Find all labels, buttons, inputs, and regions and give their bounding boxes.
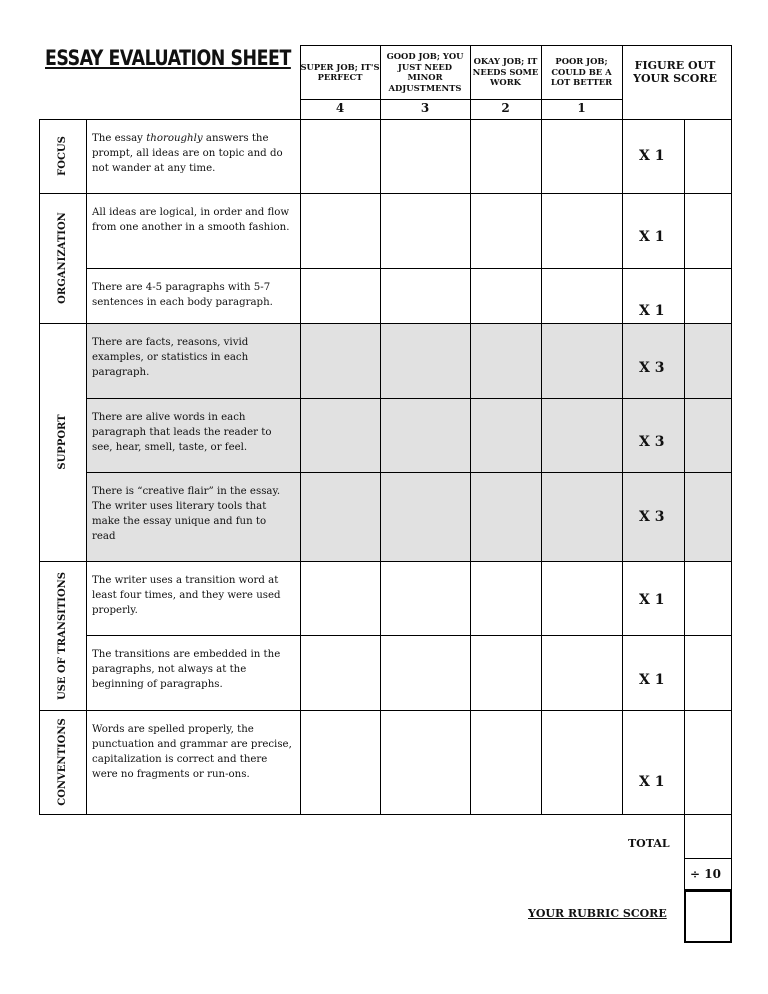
rubric-score-box[interactable] [684, 890, 732, 943]
grid-line [380, 45, 381, 815]
criterion-text: Words are spelled properly, the punctuation and grammar are precise, capitalization is correct and there were no fragments or run-ons. [92, 724, 292, 780]
multiplier: X 3 [639, 434, 665, 450]
criterion-text: There are alive words in each paragraph that leads the reader to see, hear, smell, taste, or feel. [92, 412, 272, 453]
rubric-score-label: YOUR RUBRIC SCORE [528, 907, 667, 920]
grid-line [86, 398, 732, 399]
grid-line [541, 45, 542, 815]
score-cell[interactable] [685, 120, 730, 192]
grid-line [86, 119, 87, 815]
grid-line [731, 45, 732, 815]
score-cell[interactable] [685, 711, 730, 813]
total-box[interactable] [684, 814, 732, 859]
score-cell[interactable] [685, 324, 730, 397]
criterion-text-part: The essay [92, 133, 147, 144]
grid-line [86, 635, 732, 636]
multiplier: X 3 [639, 360, 665, 376]
figure-score-header: FIGURE OUT YOUR SCORE [633, 59, 717, 85]
grid-line [39, 814, 732, 815]
score-cell[interactable] [685, 194, 730, 267]
multiplier: X 1 [639, 229, 665, 245]
column-header: OKAY JOB; IT NEEDS SOME WORK [472, 56, 539, 88]
column-header: POOR JOB; COULD BE A LOT BETTER [550, 56, 613, 88]
column-header: SUPER JOB; IT'S PERFECT [300, 61, 380, 82]
grid-line [86, 268, 732, 269]
grid-line [39, 710, 732, 711]
multiplier: X 1 [639, 303, 665, 319]
criterion-text [92, 131, 292, 176]
grid-line [622, 45, 623, 815]
page-title: ESSAY EVALUATION SHEET [45, 46, 291, 70]
score-cell[interactable] [685, 269, 730, 322]
score-cell[interactable] [685, 562, 730, 634]
criterion-text-part: answers the prompt, all ideas are on topic and do not wander at any time. [92, 133, 283, 174]
grid-line [39, 193, 732, 194]
criterion-text: There are 4-5 paragraphs with 5-7 sentences in each body paragraph. [92, 282, 273, 308]
column-header: GOOD JOB; YOU JUST NEED MINOR ADJUSTMENTS [386, 51, 464, 93]
grid-line [300, 99, 622, 100]
category-label: ORGANIZATION [56, 212, 68, 304]
total-label: TOTAL [628, 837, 670, 850]
multiplier: X 1 [639, 148, 665, 164]
category-label: CONVENTIONS [56, 718, 68, 806]
score-cell[interactable] [685, 636, 730, 709]
criterion-text: All ideas are logical, in order and flow from one another in a smooth fashion. [92, 207, 290, 233]
grid-line [470, 45, 471, 815]
category-label: FOCUS [56, 136, 68, 176]
grid-line [86, 472, 732, 473]
criterion-text: There is “creative flair” in the essay. The writer uses literary tools that make the essay unique and fun to read [92, 486, 281, 542]
score-cell[interactable] [685, 399, 730, 471]
multiplier: X 3 [639, 509, 665, 525]
criterion-text: The transitions are embedded in the paragraphs, not always at the beginning of paragraphs. [92, 649, 281, 690]
multiplier: X 1 [639, 592, 665, 608]
divide-box [684, 859, 732, 890]
column-points: 3 [420, 101, 430, 115]
score-cell[interactable] [685, 473, 730, 560]
grid-line [39, 561, 732, 562]
divide-by-ten: ÷ 10 [690, 867, 721, 881]
multiplier: X 1 [639, 672, 665, 688]
criterion-emphasis: thoroughly [146, 133, 203, 144]
category-label: USE OF TRANSITIONS [56, 571, 68, 700]
grid-line [300, 45, 301, 815]
column-points: 1 [577, 101, 586, 115]
grid-line [39, 323, 732, 324]
grid-line [39, 119, 40, 815]
column-points: 2 [501, 101, 510, 115]
criterion-text: There are facts, reasons, vivid examples, or statistics in each paragraph. [92, 337, 249, 378]
multiplier: X 1 [639, 774, 665, 790]
category-label: SUPPORT [56, 414, 68, 470]
grid-line [39, 119, 732, 120]
grid-line [684, 119, 685, 815]
criterion-text: The writer uses a transition word at least four times, and they were used properly. [92, 575, 281, 616]
column-points: 4 [335, 101, 345, 115]
